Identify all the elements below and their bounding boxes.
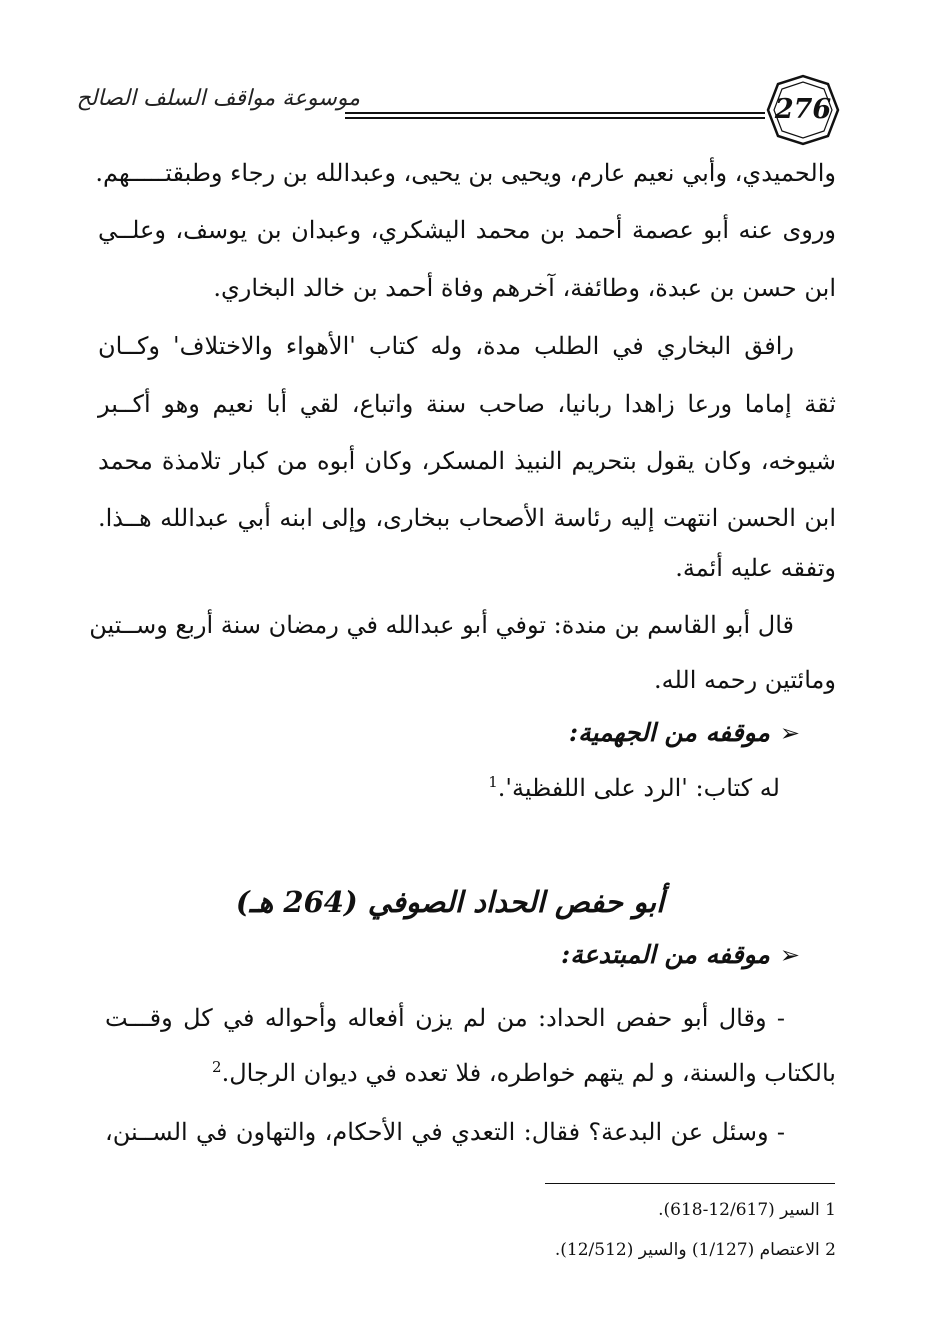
arrow-bullet-icon: ➢ [779,719,800,747]
footnote-ref: 2 [212,1058,222,1076]
footnote-1: 1 السير (12/617-618). [658,1200,836,1220]
footnote-ref: 1 [488,773,498,791]
subheading-jahmiyya [420,718,800,747]
page-number: 276 [774,94,832,125]
footnote-divider [545,1183,835,1184]
text-line: قال أبو القاسم بن مندة: توفي أبو عبدالله في رمضان سنة أربع وســتين [89,611,794,639]
subheading-text: موقفه من الجهمية: [568,718,770,747]
section-title: أبو حفص الحداد الصوفي (264 هـ) [235,885,665,919]
text-line: والحميدي، وأبي نعيم عارم، ويحيى بن يحيى، وعبدالله بن رجاء وطبقتـــــهم. [95,159,836,187]
arrow-bullet-icon: ➢ [779,941,800,969]
text-line: رافق البخاري في الطلب مدة، وله كتاب 'الأهواء والاختلاف' وكــان [98,332,794,360]
book-mention: له كتاب: 'الرد على اللفظية'. [497,774,780,802]
running-title: موسوعة مواقف السلف الصالح [76,86,360,111]
page-header [76,70,850,150]
subheading-text: موقفه من المبتدعة: [560,940,770,969]
text-line: ثقة إماما ورعا زاهدا ربانيا، صاحب سنة واتباع، لقي أبا نعيم وهو أكــبر [98,390,836,418]
text-line: شيوخه، وكان يقول بتحريم النبيذ المسكر، وكان أبوه من كبار تلامذة محمد [98,447,836,475]
text-span: بالكتاب والسنة، و لم يتهم خواطره، فلا تعده في ديوان الرجال. [221,1059,836,1087]
text-line: - وسئل عن البدعة؟ فقال: التعدي في الأحكام، والتهاون في الســنن، [105,1118,785,1146]
text-line: ابن الحسن انتهت إليه رئاسة الأصحاب ببخارى، وإلى ابنه أبي عبدالله هــذا. [98,504,836,532]
header-double-rule [345,112,765,120]
text-line: ومائتين رحمه الله. [653,666,836,694]
subheading-mubtadia [420,940,800,969]
text-line [380,768,780,808]
text-line: - وقال أبو حفص الحداد: من لم يزن أفعاله وأحواله في كل وقـــت [105,1004,785,1032]
text-line: ابن حسن بن عبدة، وطائفة، آخرهم وفاة أحمد بن خالد البخاري. [213,274,836,302]
text-line: وروى عنه أبو عصمة أحمد بن محمد اليشكري، وعبدان بن يوسف، وعلــي [98,216,836,244]
text-line [200,1053,836,1093]
text-line: وتفقه عليه أئمة. [675,554,836,582]
footnote-2: 2 الاعتصام (1/127) والسير (12/512). [554,1240,836,1260]
page-number-badge [762,74,844,146]
